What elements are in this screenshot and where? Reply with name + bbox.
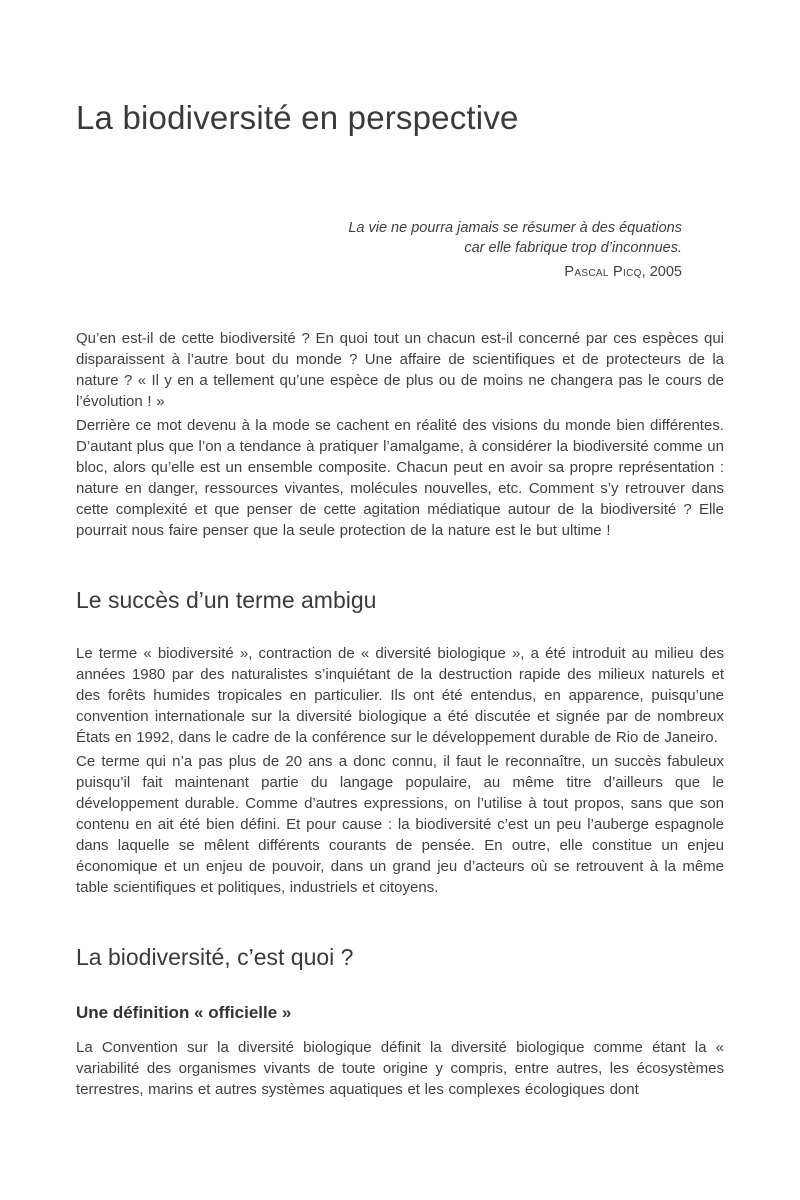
section-heading-biodiversite-cest-quoi: La biodiversité, c’est quoi ? [76, 943, 354, 970]
section-heading-terme-ambigu: Le succès d’un terme ambigu [76, 587, 377, 614]
section2-paragraph-1: La Convention sur la diversité biologique définit la diversité biologique comme étant la « variabilité des organismes vivants de toute origine y compris, entre autres, les écosystèmes terrestres, marins et autres systèmes aquatiques et les complexes écologiques dont [76, 1039, 724, 1099]
intro-paragraph-1: Qu’en est-il de cette biodiversité ? En quoi tout un chacun est-il concerné par ces espèces qui disparaissent à l’autre bout du monde ? Une affaire de scientifiques et de protecteurs de la nature ? « Il y en a tellement qu’une espèce de plus ou de moins ne changera pas le cours de l’évolution ! » [76, 330, 724, 411]
epigraph [76, 218, 724, 280]
intro-block [76, 328, 724, 541]
section1-paragraph-2: Ce terme qui n’a pas plus de 20 ans a donc connu, il faut le reconnaître, un succès fabuleux puisqu’il fait maintenant partie du langage populaire, au même titre d’ailleurs que le développement durable. Comme d’autres expressions, on l’utilise à tout propos, sans que son contenu en ait été bien défini. Et pour cause : la biodiversité c’est un peu l’auberge espagnole dans laquelle se mêlent différents courants de pensée. En outre, elle constitue un enjeu économique et un enjeu de pouvoir, dans un grand jeu d’acteurs où se retrouvent à la même table scientifiques et politiques, industriels et citoyens. [76, 752, 724, 896]
section1-paragraph-1: Le terme « biodiversité », contraction de « diversité biologique », a été introduit au milieu des années 1980 par des naturalistes s’inquiétant de la destruction rapide des milieux naturels et des forêts humides tropicales en particulier. Ils ont été entendus, en apparence, puisqu’une convention internationale sur la diversité biologique a été discutée et signée par de nombreux États en 1992, dans le cadre de la conférence sur le développement durable de Rio de Janeiro. [76, 644, 724, 746]
epigraph-attribution [76, 264, 682, 280]
epigraph-line-2: car elle fabrique trop d’inconnues. [464, 240, 682, 257]
subsection-heading-definition-officielle: Une définition « officielle » [76, 1003, 292, 1023]
epigraph-author: Pascal Picq [564, 264, 642, 281]
intro-paragraph-2: Derrière ce mot devenu à la mode se cachent en réalité des visions du monde bien différentes. D’autant plus que l’on a tendance à pratiquer l’amalgame, à considérer la biodiversité comme un bloc, alors qu’elle est un ensemble composite. Chacun peut en avoir sa propre représentation : nature en danger, ressources vivantes, molécules nouvelles, etc. Comment s’y retrouver dans cette complexité et que penser de cette agitation médiatique autour de la biodiversité ? Elle pourrait nous faire penser que la seule protection de la nature est le but ultime ! [76, 417, 724, 540]
epigraph-line-1: La vie ne pourra jamais se résumer à des équations [348, 220, 682, 237]
chapter-title: La biodiversité en perspective [76, 99, 519, 136]
epigraph-year: , 2005 [641, 264, 682, 281]
